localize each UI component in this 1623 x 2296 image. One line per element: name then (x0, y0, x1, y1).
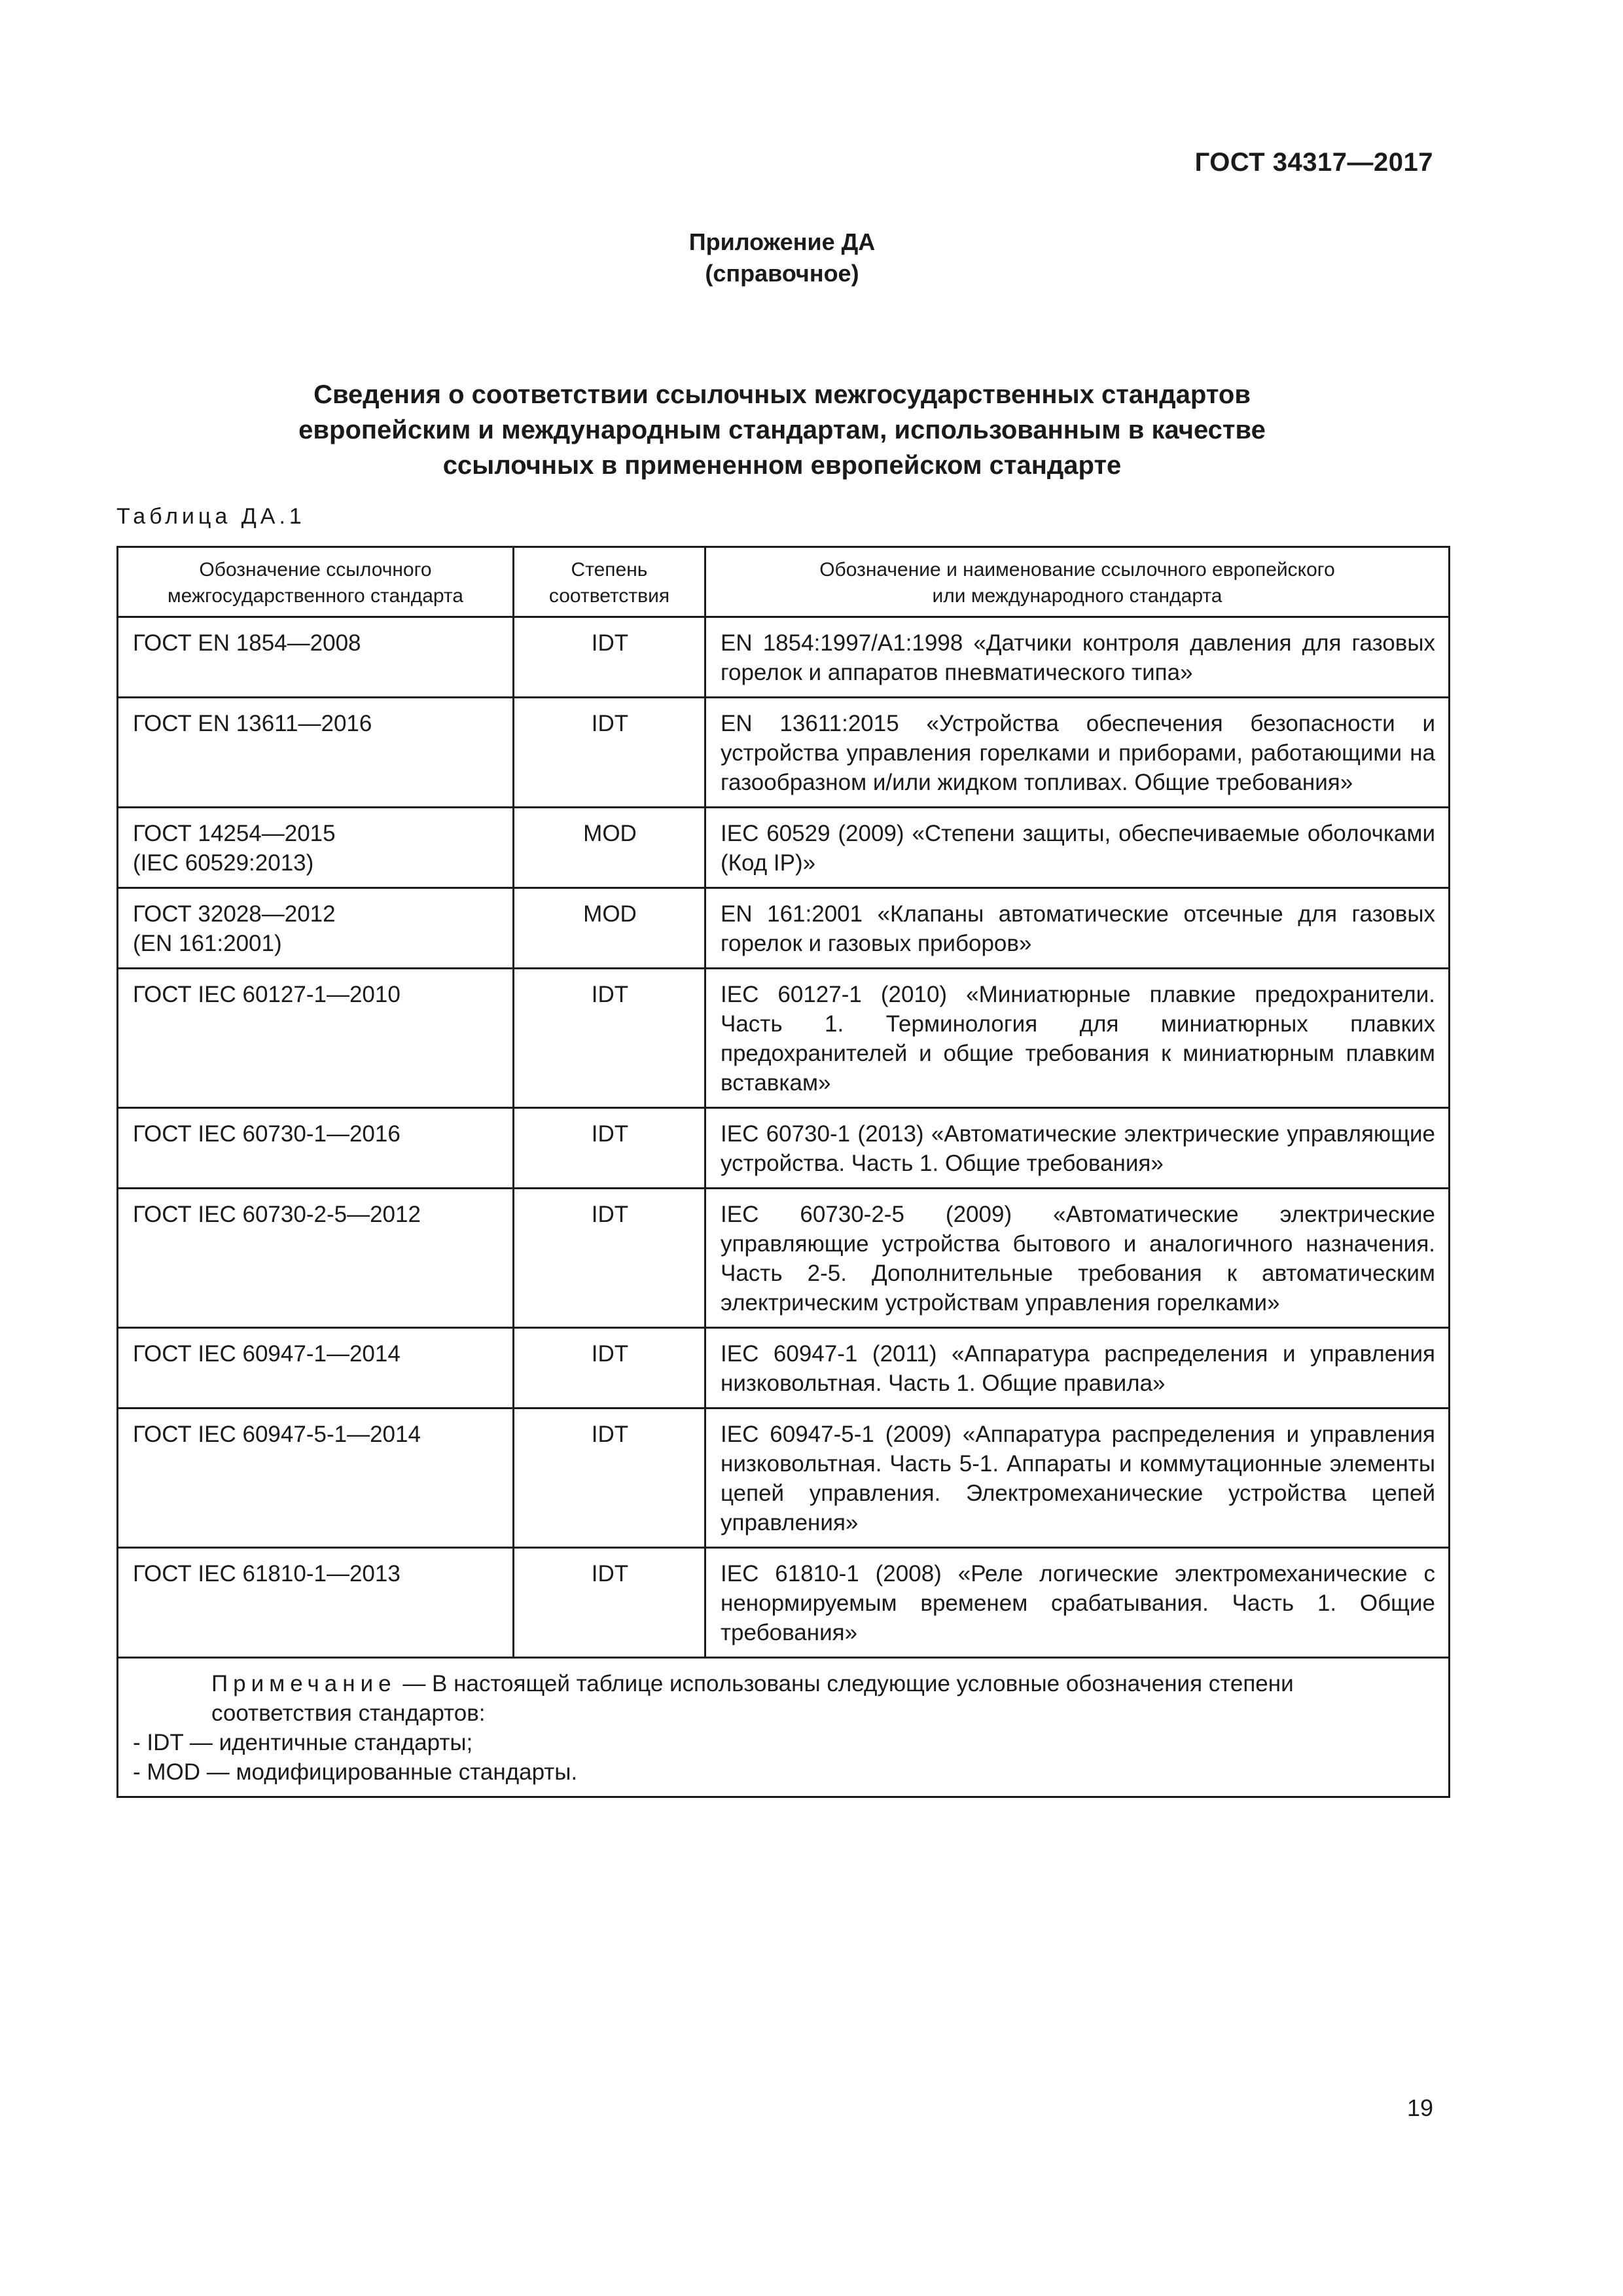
table-row (118, 1408, 1450, 1548)
degree-cell: IDT (514, 617, 705, 698)
reference-cell: IEC 60529 (2009) «Степени защиты, обеспечиваемые оболочками (Код IP)» (705, 808, 1450, 888)
page-title (0, 377, 1564, 483)
degree-cell: MOD (514, 888, 705, 969)
table-row (118, 969, 1450, 1108)
reference-cell: IEC 60947-5-1 (2009) «Аппаратура распределения и управления низковольтная. Часть 5-1. Аппараты и коммутационные элементы цепей управления. Электромеханические устройства цепей управления» (705, 1408, 1450, 1548)
appendix-title: Приложение ДА (688, 228, 876, 255)
title-line: европейским и международным стандартам, использованным в качестве (298, 416, 1266, 444)
table-row (118, 808, 1450, 888)
designation-cell: ГОСТ IEC 61810-1—2013 (118, 1548, 514, 1658)
designation-cell: ГОСТ IEC 60730-1—2016 (118, 1108, 514, 1189)
reference-cell: EN 1854:1997/A1:1998 «Датчики контроля давления для газовых горелок и аппаратов пневматического типа» (705, 617, 1450, 698)
table-row (118, 1328, 1450, 1408)
header-designation: Обозначение ссылочного межгосударственного стандарта (118, 547, 514, 617)
designation-cell: ГОСТ IEC 60947-5-1—2014 (118, 1408, 514, 1548)
note-label: Примечание (211, 1671, 397, 1696)
reference-cell: IEC 60947-1 (2011) «Аппаратура распределения и управления низковольтная. Часть 1. Общие правила» (705, 1328, 1450, 1408)
reference-cell: EN 13611:2015 «Устройства обеспечения безопасности и устройства управления горелками и приборами, работающими на газообразном и/или жидком топливах. Общие требования» (705, 698, 1450, 808)
note-item: - MOD — модифицированные стандарты. (133, 1759, 578, 1785)
table-row (118, 1548, 1450, 1658)
table-row (118, 1189, 1450, 1328)
reference-cell: IEC 60127-1 (2010) «Миниатюрные плавкие предохранители. Часть 1. Терминология для миниатюрных плавких предохранителей и общие требования к миниатюрным плавким вставкам» (705, 969, 1450, 1108)
standards-table (116, 546, 1450, 1798)
table-row (118, 698, 1450, 808)
document-code: ГОСТ 34317—2017 (1194, 148, 1433, 177)
designation-cell: ГОСТ 14254—2015 (IEC 60529:2013) (118, 808, 514, 888)
appendix-subtitle: (справочное) (705, 260, 859, 287)
designation-cell: ГОСТ IEC 60947-1—2014 (118, 1328, 514, 1408)
designation-cell: ГОСТ IEC 60127-1—2010 (118, 969, 514, 1108)
title-line: Сведения о соответствии ссылочных межгосударственных стандартов (313, 380, 1251, 409)
designation-cell: ГОСТ EN 13611—2016 (118, 698, 514, 808)
title-line: ссылочных в примененном европейском стандарте (442, 451, 1122, 480)
degree-cell: IDT (514, 698, 705, 808)
reference-cell: EN 161:2001 «Клапаны автоматические отсечные для газовых горелок и газовых приборов» (705, 888, 1450, 969)
table-note-row (118, 1658, 1450, 1797)
table-header-row (118, 547, 1450, 617)
table-row (118, 888, 1450, 969)
table-label: Таблица ДА.1 (116, 504, 306, 529)
reference-cell: IEC 60730-2-5 (2009) «Автоматические электрические управляющие устройства бытового и аналогичного назначения. Часть 2-5. Дополнительные требования к автоматическим электрическим устройствам управления горелками» (705, 1189, 1450, 1328)
designation-cell: ГОСТ IEC 60730-2-5—2012 (118, 1189, 514, 1328)
header-reference: Обозначение и наименование ссылочного европейского или международного стандарта (705, 547, 1450, 617)
degree-cell: IDT (514, 1548, 705, 1658)
reference-cell: IEC 61810-1 (2008) «Реле логические электромеханические с ненормируемым временем срабатывания. Часть 1. Общие требования» (705, 1548, 1450, 1658)
table-row (118, 617, 1450, 698)
appendix-heading (0, 226, 1564, 289)
header-degree: Степень соответствия (514, 547, 705, 617)
table-row (118, 1108, 1450, 1189)
degree-cell: MOD (514, 808, 705, 888)
reference-cell: IEC 60730-1 (2013) «Автоматические электрические управляющие устройства. Часть 1. Общие требования» (705, 1108, 1450, 1189)
degree-cell: IDT (514, 1408, 705, 1548)
degree-cell: IDT (514, 1108, 705, 1189)
degree-cell: IDT (514, 969, 705, 1108)
designation-cell: ГОСТ EN 1854—2008 (118, 617, 514, 698)
table-note (118, 1658, 1450, 1797)
degree-cell: IDT (514, 1328, 705, 1408)
note-text: — В настоящей таблице использованы следующие условные обозначения степени соответствия стандартов: (211, 1671, 1294, 1726)
designation-cell: ГОСТ 32028—2012 (EN 161:2001) (118, 888, 514, 969)
degree-cell: IDT (514, 1189, 705, 1328)
note-item: - IDT — идентичные стандарты; (133, 1730, 473, 1755)
page-number: 19 (1406, 2094, 1433, 2121)
